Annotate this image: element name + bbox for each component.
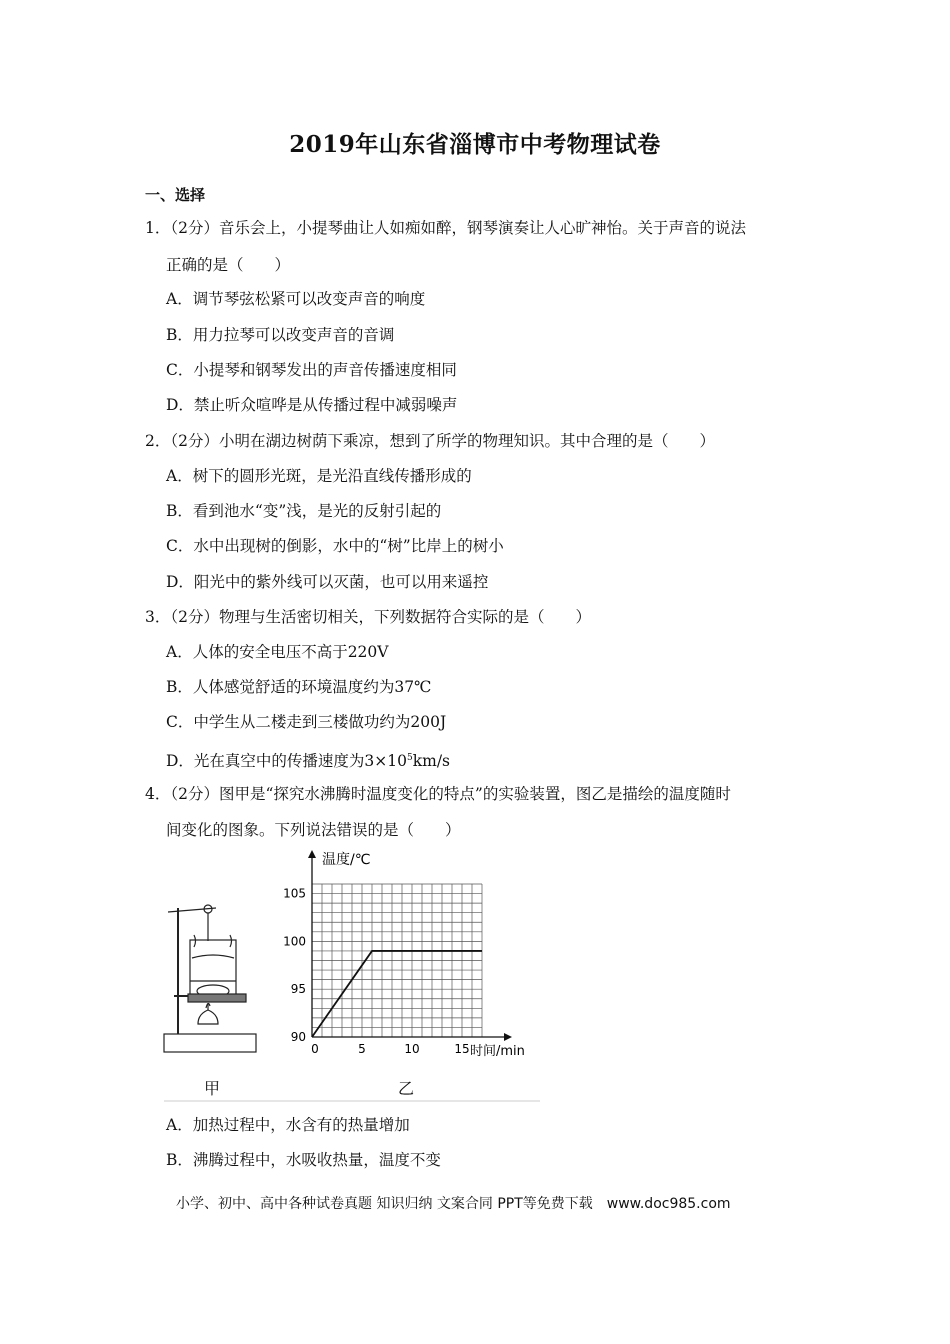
- figure-label-right: 乙: [398, 1079, 415, 1098]
- question-1-option-b: B．用力拉琴可以改变声音的音调: [166, 326, 395, 344]
- temperature-series-line: [312, 951, 482, 1037]
- x-tick-label: 15: [454, 1042, 470, 1056]
- apparatus-illustration: [164, 905, 256, 1052]
- x-tick-label: 10: [404, 1042, 420, 1056]
- question-3-option-d: [166, 748, 450, 771]
- y-axis-label: 温度/℃: [322, 852, 371, 868]
- figure-boiling-experiment: [160, 846, 545, 1102]
- question-1-option-c: C．小提琴和钢琴发出的声音传播速度相同: [166, 361, 457, 379]
- question-1-stem-cont: 正确的是（ ）: [166, 256, 291, 274]
- question-2-option-a: A．树下的圆形光斑，是光沿直线传播形成的: [166, 467, 472, 485]
- y-axis-arrow: [308, 850, 316, 858]
- question-4-option-a: A．加热过程中，水含有的热量增加: [166, 1116, 410, 1134]
- question-4-stem-cont: 间变化的图象。下列说法错误的是（ ）: [166, 821, 461, 839]
- question-2-option-c: C．水中出现树的倒影，水中的“树”比岸上的树小: [166, 537, 504, 555]
- y-tick-label: 105: [283, 886, 306, 901]
- question-2-option-d: D．阳光中的紫外线可以灭菌，也可以用来遥控: [166, 573, 489, 591]
- option-d-suffix: km/s: [412, 752, 451, 771]
- question-2-stem: 2．（2分）小明在湖边树荫下乘凉，想到了所学的物理知识。其中合理的是（ ）: [145, 432, 715, 450]
- figure-svg: [160, 846, 545, 1102]
- question-4-stem: 4．（2分）图甲是“探究水沸腾时温度变化的特点”的实验装置，图乙是描绘的温度随时: [145, 785, 731, 803]
- question-1-stem: 1．（2分）音乐会上，小提琴曲让人如痴如醉，钢琴演奏让人心旷神怡。关于声音的说法: [145, 219, 746, 237]
- question-2-option-b: B．看到池水“变”浅，是光的反射引起的: [166, 502, 442, 520]
- question-3-option-c: C．中学生从二楼走到三楼做功约为200J: [166, 713, 447, 731]
- y-tick-label: 100: [283, 934, 306, 949]
- question-3-stem: 3．（2分）物理与生活密切相关，下列数据符合实际的是（ ）: [145, 608, 591, 626]
- option-d-prefix: D．光在真空中的传播速度为3×10: [166, 752, 408, 771]
- option-d-exponent: 5: [407, 753, 413, 763]
- page-footer: 小学、初中、高中各种试卷真题 知识归纳 文案合同 PPT等免费下载 www.doc985.com: [176, 1196, 731, 1212]
- x-tick-label: 0: [311, 1042, 319, 1056]
- question-1-option-a: A．调节琴弦松紧可以改变声音的响度: [166, 290, 426, 308]
- question-4-option-b: B．沸腾过程中，水吸收热量，温度不变: [166, 1151, 441, 1169]
- y-tick-label: 95: [290, 982, 306, 997]
- y-tick-label: 90: [290, 1030, 306, 1044]
- page-title: 2019年山东省淄博市中考物理试卷: [289, 131, 661, 158]
- section-heading: 一、选择: [145, 186, 206, 204]
- question-1-option-d: D．禁止听众喧哗是从传播过程中减弱噪声: [166, 396, 458, 414]
- x-tick-label: 5: [358, 1042, 366, 1056]
- temperature-time-chart: [283, 850, 525, 1059]
- question-3-option-a: A．人体的安全电压不高于220V: [166, 643, 389, 661]
- figure-label-left: 甲: [204, 1079, 221, 1098]
- x-axis-label: 时间/min: [470, 1044, 525, 1059]
- question-3-option-b: B．人体感觉舒适的环境温度约为37℃: [166, 678, 432, 696]
- x-axis-arrow: [504, 1033, 512, 1041]
